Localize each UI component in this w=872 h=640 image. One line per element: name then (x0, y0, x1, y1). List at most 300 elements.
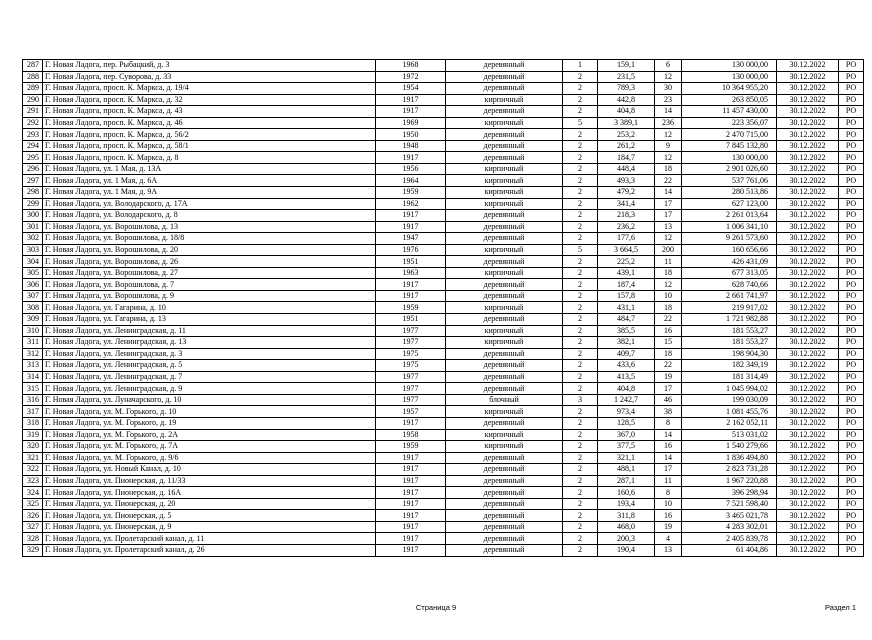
wall-material-cell: кирпичный (446, 337, 563, 349)
cost-cell: 4 283 302,01 (682, 521, 777, 533)
floors-cell: 2 (563, 106, 598, 118)
wall-material-cell: деревянный (446, 452, 563, 464)
deadline-cell: 30.12.2022 (777, 198, 839, 210)
wall-material-cell: кирпичный (446, 198, 563, 210)
row-number-cell: 302 (23, 233, 43, 245)
table-row (23, 360, 864, 372)
area-cell: 409,7 (598, 348, 655, 360)
floors-cell: 2 (563, 429, 598, 441)
year-built-cell: 1957 (376, 406, 446, 418)
cost-cell: 627 123,00 (682, 198, 777, 210)
wall-material-cell: кирпичный (446, 302, 563, 314)
cost-cell: 1 836 494,80 (682, 452, 777, 464)
residents-cell: 22 (655, 175, 682, 187)
row-number-cell: 303 (23, 244, 43, 256)
table-row (23, 187, 864, 199)
deadline-cell: 30.12.2022 (777, 406, 839, 418)
registry-table-container (22, 59, 857, 557)
cost-cell: 2 661 741,97 (682, 290, 777, 302)
area-cell: 442,8 (598, 94, 655, 106)
residents-cell: 30 (655, 83, 682, 95)
cost-cell: 426 431,09 (682, 256, 777, 268)
cost-cell: 181 314,49 (682, 371, 777, 383)
floors-cell: 2 (563, 441, 598, 453)
wall-material-cell: деревянный (446, 510, 563, 522)
deadline-cell: 30.12.2022 (777, 487, 839, 499)
method-cell: РО (839, 267, 864, 279)
wall-material-cell: кирпичный (446, 94, 563, 106)
wall-material-cell: деревянный (446, 544, 563, 556)
address-cell: Г. Новая Ладога, просп. К. Маркса, д. 19/4 (43, 83, 376, 95)
area-cell: 789,3 (598, 83, 655, 95)
method-cell: РО (839, 94, 864, 106)
method-cell: РО (839, 441, 864, 453)
deadline-cell: 30.12.2022 (777, 129, 839, 141)
floors-cell: 5 (563, 244, 598, 256)
residents-cell: 8 (655, 417, 682, 429)
floors-cell: 2 (563, 152, 598, 164)
area-cell: 321,1 (598, 452, 655, 464)
address-cell: Г. Новая Ладога, ул. Ленинградская, д. 11 (43, 325, 376, 337)
address-cell: Г. Новая Ладога, ул. 1 Мая, д. 13А (43, 163, 376, 175)
method-cell: РО (839, 60, 864, 72)
area-cell: 404,8 (598, 106, 655, 118)
row-number-cell: 296 (23, 163, 43, 175)
year-built-cell: 1917 (376, 498, 446, 510)
row-number-cell: 295 (23, 152, 43, 164)
floors-cell: 2 (563, 417, 598, 429)
year-built-cell: 1954 (376, 83, 446, 95)
table-row (23, 140, 864, 152)
floors-cell: 2 (563, 94, 598, 106)
deadline-cell: 30.12.2022 (777, 187, 839, 199)
page-number: Страница 9 (415, 603, 457, 612)
deadline-cell: 30.12.2022 (777, 348, 839, 360)
wall-material-cell: кирпичный (446, 244, 563, 256)
area-cell: 157,8 (598, 290, 655, 302)
wall-material-cell: кирпичный (446, 267, 563, 279)
row-number-cell: 313 (23, 360, 43, 372)
year-built-cell: 1948 (376, 140, 446, 152)
cost-cell: 1 967 220,88 (682, 475, 777, 487)
table-row (23, 302, 864, 314)
row-number-cell: 288 (23, 71, 43, 83)
address-cell: Г. Новая Ладога, просп. К. Маркса, д. 8 (43, 152, 376, 164)
row-number-cell: 326 (23, 510, 43, 522)
deadline-cell: 30.12.2022 (777, 244, 839, 256)
area-cell: 431,1 (598, 302, 655, 314)
year-built-cell: 1917 (376, 221, 446, 233)
table-row (23, 83, 864, 95)
floors-cell: 1 (563, 60, 598, 72)
deadline-cell: 30.12.2022 (777, 544, 839, 556)
area-cell: 3 664,5 (598, 244, 655, 256)
row-number-cell: 318 (23, 417, 43, 429)
method-cell: РО (839, 210, 864, 222)
address-cell: Г. Новая Ладога, ул. Пионерская, д. 9 (43, 521, 376, 533)
row-number-cell: 287 (23, 60, 43, 72)
housing-registry-table (22, 59, 864, 557)
row-number-cell: 291 (23, 106, 43, 118)
row-number-cell: 323 (23, 475, 43, 487)
method-cell: РО (839, 337, 864, 349)
residents-cell: 12 (655, 71, 682, 83)
deadline-cell: 30.12.2022 (777, 140, 839, 152)
wall-material-cell: деревянный (446, 60, 563, 72)
row-number-cell: 305 (23, 267, 43, 279)
cost-cell: 1 006 341,10 (682, 221, 777, 233)
year-built-cell: 1975 (376, 360, 446, 372)
row-number-cell: 319 (23, 429, 43, 441)
year-built-cell: 1977 (376, 337, 446, 349)
row-number-cell: 300 (23, 210, 43, 222)
area-cell: 479,2 (598, 187, 655, 199)
method-cell: РО (839, 452, 864, 464)
floors-cell: 2 (563, 279, 598, 291)
table-row (23, 406, 864, 418)
row-number-cell: 308 (23, 302, 43, 314)
cost-cell: 3 465 021,78 (682, 510, 777, 522)
table-row (23, 487, 864, 499)
cost-cell: 280 513,86 (682, 187, 777, 199)
area-cell: 200,3 (598, 533, 655, 545)
area-cell: 3 389,1 (598, 117, 655, 129)
floors-cell: 2 (563, 290, 598, 302)
year-built-cell: 1976 (376, 244, 446, 256)
address-cell: Г. Новая Ладога, просп. К. Маркса, д. 46 (43, 117, 376, 129)
address-cell: Г. Новая Ладога, ул. Пионерская, д. 5 (43, 510, 376, 522)
address-cell: Г. Новая Ладога, просп. К. Маркса, д. 56/2 (43, 129, 376, 141)
area-cell: 253,2 (598, 129, 655, 141)
table-body (23, 60, 864, 557)
address-cell: Г. Новая Ладога, ул. Ворошилова, д. 7 (43, 279, 376, 291)
row-number-cell: 304 (23, 256, 43, 268)
row-number-cell: 310 (23, 325, 43, 337)
wall-material-cell: кирпичный (446, 325, 563, 337)
method-cell: РО (839, 117, 864, 129)
row-number-cell: 325 (23, 498, 43, 510)
row-number-cell: 309 (23, 314, 43, 326)
area-cell: 236,2 (598, 221, 655, 233)
deadline-cell: 30.12.2022 (777, 279, 839, 291)
deadline-cell: 30.12.2022 (777, 452, 839, 464)
residents-cell: 236 (655, 117, 682, 129)
year-built-cell: 1962 (376, 198, 446, 210)
row-number-cell: 328 (23, 533, 43, 545)
row-number-cell: 324 (23, 487, 43, 499)
area-cell: 128,5 (598, 417, 655, 429)
area-cell: 493,3 (598, 175, 655, 187)
area-cell: 488,1 (598, 464, 655, 476)
section-label: Раздел 1 (824, 603, 856, 612)
deadline-cell: 30.12.2022 (777, 221, 839, 233)
year-built-cell: 1964 (376, 175, 446, 187)
address-cell: Г. Новая Ладога, пер. Суворова, д. 33 (43, 71, 376, 83)
residents-cell: 18 (655, 348, 682, 360)
cost-cell: 7 845 132,80 (682, 140, 777, 152)
row-number-cell: 298 (23, 187, 43, 199)
residents-cell: 22 (655, 314, 682, 326)
year-built-cell: 1968 (376, 60, 446, 72)
table-row (23, 441, 864, 453)
address-cell: Г. Новая Ладога, ул. Новый Канал, д. 10 (43, 464, 376, 476)
address-cell: Г. Новая Ладога, ул. М. Горького, д. 19 (43, 417, 376, 429)
wall-material-cell: деревянный (446, 533, 563, 545)
address-cell: Г. Новая Ладога, ул. 1 Мая, д. 6А (43, 175, 376, 187)
residents-cell: 8 (655, 487, 682, 499)
table-row (23, 210, 864, 222)
wall-material-cell: деревянный (446, 83, 563, 95)
deadline-cell: 30.12.2022 (777, 233, 839, 245)
table-row (23, 117, 864, 129)
method-cell: РО (839, 129, 864, 141)
method-cell: РО (839, 314, 864, 326)
deadline-cell: 30.12.2022 (777, 337, 839, 349)
wall-material-cell: деревянный (446, 498, 563, 510)
area-cell: 484,7 (598, 314, 655, 326)
method-cell: РО (839, 187, 864, 199)
method-cell: РО (839, 348, 864, 360)
method-cell: РО (839, 221, 864, 233)
year-built-cell: 1951 (376, 256, 446, 268)
table-row (23, 510, 864, 522)
table-row (23, 152, 864, 164)
cost-cell: 7 521 598,40 (682, 498, 777, 510)
method-cell: РО (839, 175, 864, 187)
wall-material-cell: деревянный (446, 279, 563, 291)
deadline-cell: 30.12.2022 (777, 256, 839, 268)
year-built-cell: 1969 (376, 117, 446, 129)
residents-cell: 12 (655, 279, 682, 291)
year-built-cell: 1917 (376, 544, 446, 556)
residents-cell: 18 (655, 267, 682, 279)
year-built-cell: 1963 (376, 267, 446, 279)
method-cell: РО (839, 429, 864, 441)
wall-material-cell: кирпичный (446, 406, 563, 418)
floors-cell: 2 (563, 233, 598, 245)
deadline-cell: 30.12.2022 (777, 475, 839, 487)
row-number-cell: 301 (23, 221, 43, 233)
table-row (23, 475, 864, 487)
deadline-cell: 30.12.2022 (777, 152, 839, 164)
area-cell: 377,5 (598, 441, 655, 453)
cost-cell: 2 823 731,28 (682, 464, 777, 476)
row-number-cell: 322 (23, 464, 43, 476)
area-cell: 468,0 (598, 521, 655, 533)
deadline-cell: 30.12.2022 (777, 383, 839, 395)
table-row (23, 163, 864, 175)
residents-cell: 13 (655, 544, 682, 556)
wall-material-cell: деревянный (446, 221, 563, 233)
method-cell: РО (839, 140, 864, 152)
cost-cell: 219 917,02 (682, 302, 777, 314)
floors-cell: 2 (563, 325, 598, 337)
year-built-cell: 1917 (376, 210, 446, 222)
residents-cell: 17 (655, 210, 682, 222)
residents-cell: 200 (655, 244, 682, 256)
address-cell: Г. Новая Ладога, ул. Гагарина, д. 10 (43, 302, 376, 314)
deadline-cell: 30.12.2022 (777, 464, 839, 476)
wall-material-cell: деревянный (446, 140, 563, 152)
cost-cell: 130 000,00 (682, 60, 777, 72)
deadline-cell: 30.12.2022 (777, 163, 839, 175)
wall-material-cell: деревянный (446, 233, 563, 245)
address-cell: Г. Новая Ладога, просп. К. Маркса, д. 32 (43, 94, 376, 106)
address-cell: Г. Новая Ладога, ул. Пионерская, д. 11/33 (43, 475, 376, 487)
residents-cell: 19 (655, 371, 682, 383)
year-built-cell: 1917 (376, 487, 446, 499)
residents-cell: 14 (655, 452, 682, 464)
residents-cell: 13 (655, 221, 682, 233)
year-built-cell: 1951 (376, 314, 446, 326)
wall-material-cell: деревянный (446, 521, 563, 533)
floors-cell: 2 (563, 498, 598, 510)
cost-cell: 628 740,66 (682, 279, 777, 291)
row-number-cell: 306 (23, 279, 43, 291)
floors-cell: 2 (563, 383, 598, 395)
method-cell: РО (839, 475, 864, 487)
row-number-cell: 329 (23, 544, 43, 556)
row-number-cell: 292 (23, 117, 43, 129)
table-row (23, 394, 864, 406)
wall-material-cell: деревянный (446, 106, 563, 118)
residents-cell: 38 (655, 406, 682, 418)
row-number-cell: 293 (23, 129, 43, 141)
method-cell: РО (839, 290, 864, 302)
row-number-cell: 307 (23, 290, 43, 302)
year-built-cell: 1917 (376, 417, 446, 429)
residents-cell: 14 (655, 187, 682, 199)
table-row (23, 383, 864, 395)
wall-material-cell: деревянный (446, 383, 563, 395)
cost-cell: 263 850,05 (682, 94, 777, 106)
cost-cell: 130 000,00 (682, 152, 777, 164)
address-cell: Г. Новая Ладога, ул. Ленинградская, д. 7 (43, 371, 376, 383)
method-cell: РО (839, 71, 864, 83)
residents-cell: 10 (655, 290, 682, 302)
method-cell: РО (839, 487, 864, 499)
residents-cell: 9 (655, 140, 682, 152)
wall-material-cell: деревянный (446, 256, 563, 268)
residents-cell: 22 (655, 360, 682, 372)
cost-cell: 130 000,00 (682, 71, 777, 83)
address-cell: Г. Новая Ладога, ул. Володарского, д. 8 (43, 210, 376, 222)
residents-cell: 17 (655, 464, 682, 476)
year-built-cell: 1950 (376, 129, 446, 141)
table-row (23, 94, 864, 106)
wall-material-cell: деревянный (446, 348, 563, 360)
area-cell: 190,4 (598, 544, 655, 556)
year-built-cell: 1917 (376, 521, 446, 533)
table-row (23, 533, 864, 545)
residents-cell: 6 (655, 60, 682, 72)
address-cell: Г. Новая Ладога, пер. Рыбацкий, д. 3 (43, 60, 376, 72)
floors-cell: 2 (563, 337, 598, 349)
table-row (23, 429, 864, 441)
area-cell: 341,4 (598, 198, 655, 210)
wall-material-cell: деревянный (446, 71, 563, 83)
address-cell: Г. Новая Ладога, ул. Пионерская, д. 20 (43, 498, 376, 510)
area-cell: 1 242,7 (598, 394, 655, 406)
cost-cell: 10 364 955,20 (682, 83, 777, 95)
address-cell: Г. Новая Ладога, просп. К. Маркса, д. 58/1 (43, 140, 376, 152)
residents-cell: 16 (655, 325, 682, 337)
deadline-cell: 30.12.2022 (777, 498, 839, 510)
address-cell: Г. Новая Ладога, ул. Ворошилова, д. 27 (43, 267, 376, 279)
cost-cell: 2 162 052,11 (682, 417, 777, 429)
floors-cell: 2 (563, 267, 598, 279)
year-built-cell: 1917 (376, 452, 446, 464)
deadline-cell: 30.12.2022 (777, 417, 839, 429)
area-cell: 160,6 (598, 487, 655, 499)
method-cell: РО (839, 394, 864, 406)
wall-material-cell: деревянный (446, 210, 563, 222)
wall-material-cell: блочный (446, 394, 563, 406)
table-row (23, 314, 864, 326)
address-cell: Г. Новая Ладога, ул. М. Горького, д. 2А (43, 429, 376, 441)
floors-cell: 2 (563, 487, 598, 499)
area-cell: 187,4 (598, 279, 655, 291)
wall-material-cell: кирпичный (446, 187, 563, 199)
address-cell: Г. Новая Ладога, ул. Ворошилова, д. 26 (43, 256, 376, 268)
year-built-cell: 1917 (376, 279, 446, 291)
residents-cell: 46 (655, 394, 682, 406)
address-cell: Г. Новая Ладога, ул. Ворошилова, д. 9 (43, 290, 376, 302)
cost-cell: 537 761,06 (682, 175, 777, 187)
method-cell: РО (839, 152, 864, 164)
floors-cell: 2 (563, 475, 598, 487)
deadline-cell: 30.12.2022 (777, 94, 839, 106)
floors-cell: 2 (563, 83, 598, 95)
year-built-cell: 1917 (376, 464, 446, 476)
address-cell: Г. Новая Ладога, ул. Пионерская, д. 16А (43, 487, 376, 499)
floors-cell: 2 (563, 464, 598, 476)
row-number-cell: 316 (23, 394, 43, 406)
wall-material-cell: кирпичный (446, 175, 563, 187)
address-cell: Г. Новая Ладога, ул. Пролетарский канал, д. 26 (43, 544, 376, 556)
row-number-cell: 311 (23, 337, 43, 349)
method-cell: РО (839, 244, 864, 256)
year-built-cell: 1917 (376, 106, 446, 118)
floors-cell: 2 (563, 187, 598, 199)
cost-cell: 2 470 715,00 (682, 129, 777, 141)
area-cell: 385,5 (598, 325, 655, 337)
wall-material-cell: деревянный (446, 290, 563, 302)
address-cell: Г. Новая Ладога, ул. Ворошилова, д. 18/8 (43, 233, 376, 245)
residents-cell: 11 (655, 256, 682, 268)
row-number-cell: 294 (23, 140, 43, 152)
wall-material-cell: деревянный (446, 487, 563, 499)
address-cell: Г. Новая Ладога, ул. Ленинградская, д. 3 (43, 348, 376, 360)
table-row (23, 498, 864, 510)
residents-cell: 16 (655, 510, 682, 522)
address-cell: Г. Новая Ладога, ул. 1 Мая, д. 9А (43, 187, 376, 199)
table-row (23, 290, 864, 302)
table-row (23, 452, 864, 464)
deadline-cell: 30.12.2022 (777, 60, 839, 72)
deadline-cell: 30.12.2022 (777, 441, 839, 453)
area-cell: 231,5 (598, 71, 655, 83)
wall-material-cell: деревянный (446, 371, 563, 383)
wall-material-cell: деревянный (446, 129, 563, 141)
year-built-cell: 1972 (376, 71, 446, 83)
floors-cell: 2 (563, 544, 598, 556)
cost-cell: 2 261 013,64 (682, 210, 777, 222)
year-built-cell: 1959 (376, 187, 446, 199)
floors-cell: 2 (563, 71, 598, 83)
deadline-cell: 30.12.2022 (777, 360, 839, 372)
table-row (23, 417, 864, 429)
